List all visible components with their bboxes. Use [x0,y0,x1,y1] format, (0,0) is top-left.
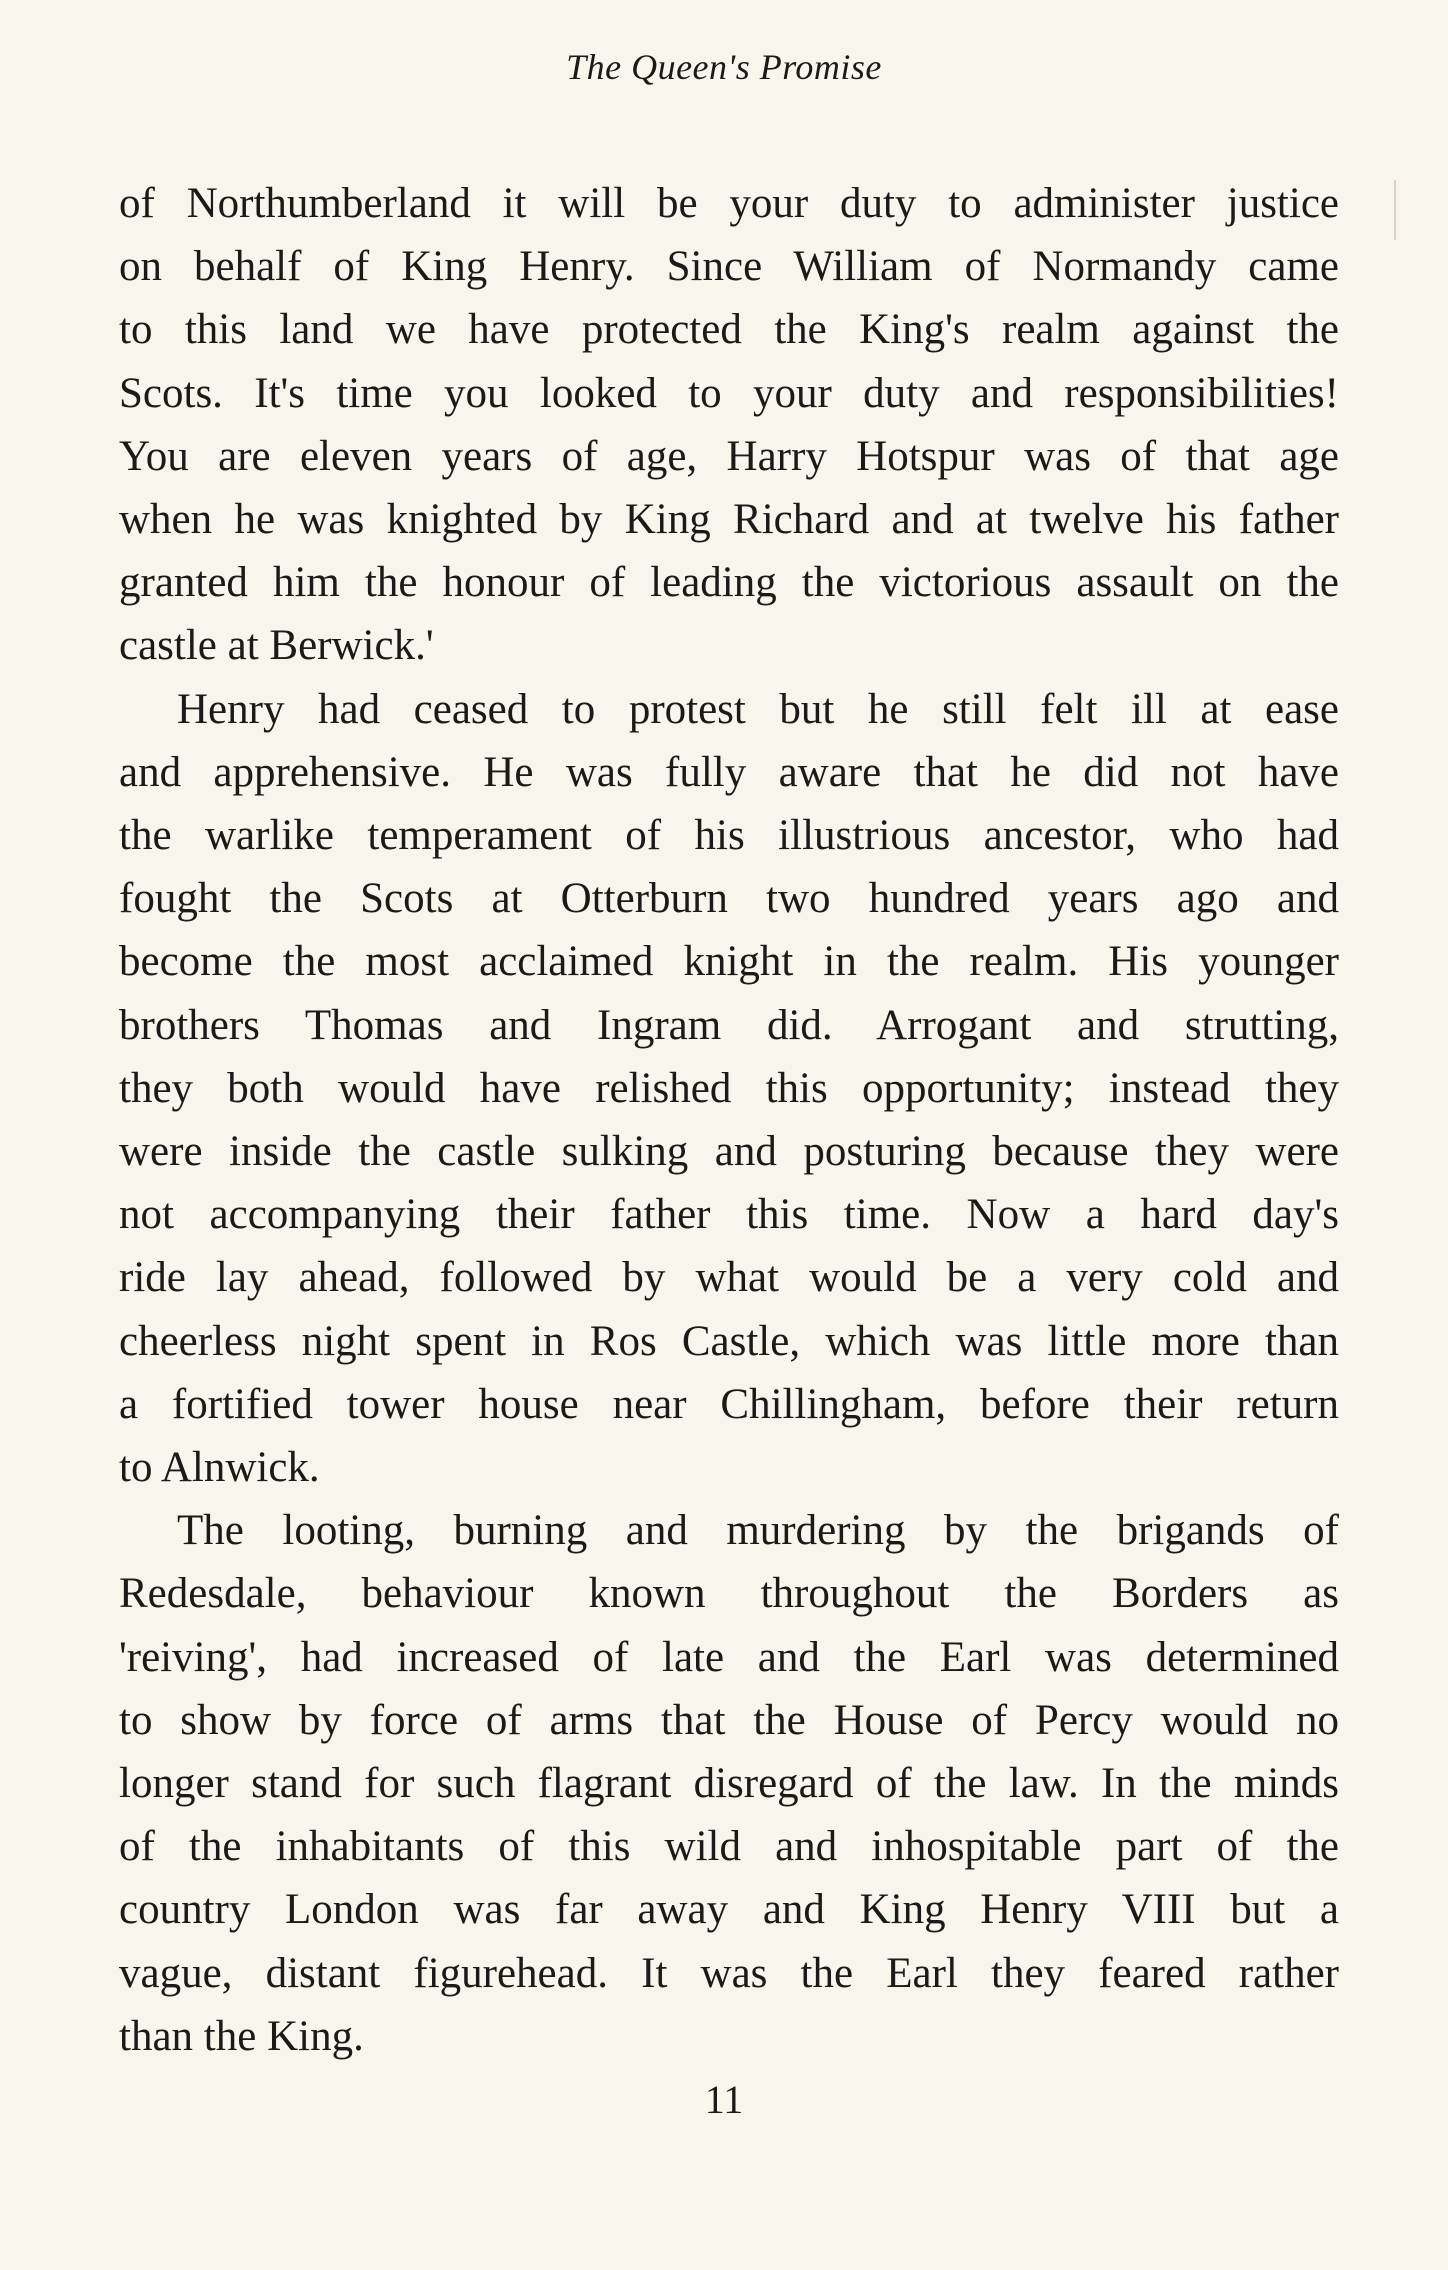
text-line: they both would have relished this opportunity; instead they [119,1064,1339,1112]
text-line: ride lay ahead, followed by what would be a very cold and [119,1254,1339,1302]
running-header: The Queen's Promise [566,47,882,87]
text-line: a fortified tower house near Chillingham, before their return [119,1380,1339,1428]
text-line: granted him the honour of leading the victorious assault on the [119,559,1339,607]
text-line: on behalf of King Henry. Since William of Normandy came [119,243,1339,291]
text-line: of Northumberland it will be your duty to administer justice [119,180,1339,227]
text-line: and apprehensive. He was fully aware that he did not have [119,748,1339,796]
margin-mark [1394,180,1396,240]
text-line: vague, distant figurehead. It was the Earl they feared rather [119,1949,1339,1997]
text-line: to Alnwick. [119,1444,320,1492]
text-line: to show by force of arms that the House of Percy would no [119,1696,1339,1744]
text-line: 'reiving', had increased of late and the Earl was determined [119,1633,1339,1681]
text-line: were inside the castle sulking and posturing because they were [119,1128,1339,1176]
paragraph [119,1499,1339,2068]
text-line: of the inhabitants of this wild and inhospitable part of the [119,1823,1339,1871]
text-line: Scots. It's time you looked to your duty and responsibilities! [119,369,1339,417]
body-text [119,172,1339,2068]
text-line: Redesdale, behaviour known throughout the Borders as [119,1570,1339,1618]
page-number: 11 [704,2077,744,2122]
text-line: country London was far away and King Henry VIII but a [119,1886,1339,1934]
text-line: when he was knighted by King Richard and at twelve his father [119,496,1339,544]
text-line: The looting, burning and murdering by the brigands of [177,1507,1339,1555]
text-line: than the King. [119,2012,364,2060]
text-line: not accompanying their father this time. Now a hard day's [119,1191,1339,1239]
text-line: castle at Berwick.' [119,622,434,670]
text-line: brothers Thomas and Ingram did. Arrogant and strutting, [119,1001,1339,1049]
text-line: fought the Scots at Otterburn two hundred years ago and [119,875,1339,923]
paragraph [119,172,1339,678]
text-line: become the most acclaimed knight in the realm. His younger [119,938,1339,986]
paragraph [119,678,1339,1500]
text-line: the warlike temperament of his illustrious ancestor, who had [119,812,1339,860]
text-line: to this land we have protected the King's realm against the [119,306,1339,354]
text-line: You are eleven years of age, Harry Hotspur was of that age [119,432,1339,480]
text-line: Henry had ceased to protest but he still felt ill at ease [177,685,1339,733]
text-line: longer stand for such flagrant disregard of the law. In the minds [119,1760,1339,1808]
text-line: cheerless night spent in Ros Castle, which was little more than [119,1317,1339,1365]
